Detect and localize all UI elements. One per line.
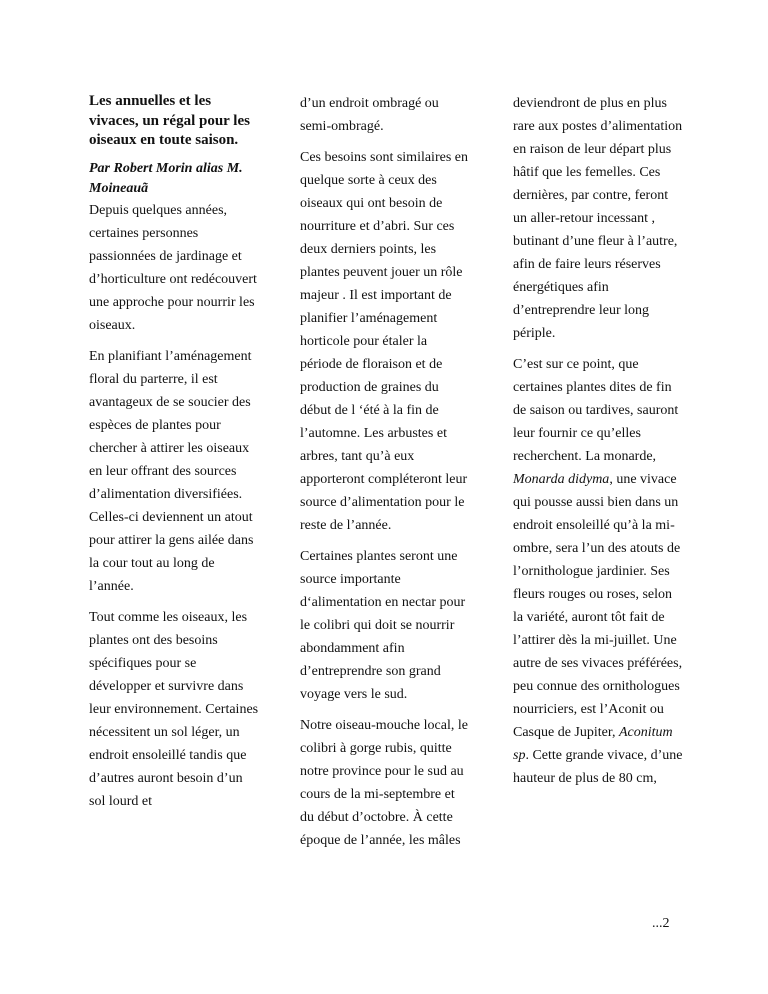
paragraph: deviendront de plus en plus rare aux postes d’alimentation en raison de leur départ plus hâtif que les femelles. Ces dernières, par contre, feront un aller-retour incessant , butinant d’une fleur à l’autre, afin de faire leurs réserves énergétiques afin d’entreprendre leur long périple. xyxy=(513,96,683,341)
paragraph: Ces besoins sont similaires en quelque sorte à ceux des oiseaux qui ont besoin de nourriture et d’abri. Sur ces deux derniers points, les plantes peuvent jouer un rôle majeur . Il est important de planifier l’aménagement horticole pour étaler la période de floraison et de production de graines du début de l ‘été à la fin de l’automne. Les arbustes et arbres, tant qu’à eux apporteront compléteront leur source d’alimentation pour le reste de l’année. xyxy=(300,150,468,533)
article-byline: Par Robert Morin alias M. Moineauã xyxy=(89,160,243,196)
paragraph: En planifiant l’aménagement floral du parterre, il est avantageux de se soucier des espèces de plantes pour chercher à attirer les oiseaux en leur offrant des sources d’alimentation diversifiées. Celles-ci deviennent un atout pour attirer la gens ailée dans la cour tout au long de l’année. xyxy=(89,348,254,594)
paragraph: Tout comme les oiseaux, les plantes ont des besoins spécifiques pour se développer et survivre dans leur environnement. Certaines nécessitent un sol léger, un endroit ensoleillé tandis que d’autres auront besoin d’un sol lourd et xyxy=(89,609,259,809)
species-name-aconitum: Aconitum sp xyxy=(513,725,673,763)
column-2 xyxy=(300,92,472,860)
paragraph: d’un endroit ombragé ou semi-ombragé. xyxy=(300,96,439,134)
paragraph: Depuis quelques années, certaines personnes passionnées de jardinage et d’horticulture ont redécouvert une approche pour nourrir les oiseaux. xyxy=(89,202,257,333)
paragraph xyxy=(513,353,683,790)
page-continuation-marker: ...2 xyxy=(652,916,670,931)
paragraph: Notre oiseau-mouche local, le colibri à gorge rubis, quitte notre province pour le sud au cours de la mi-septembre et du début d’octobre. À cette époque de l’année, les mâles xyxy=(300,718,468,848)
species-name-monarda: Monarda didyma xyxy=(513,472,610,487)
paragraph: Certaines plantes seront une source importante d‘alimentation en nectar pour le colibri qui doit se nourrir abondamment afin d’entreprendre son grand voyage vers le sud. xyxy=(300,549,466,702)
column-1 xyxy=(89,92,259,821)
article-title: Les annuelles et les vivaces, un régal pour les oiseaux en toute saison. xyxy=(89,93,250,148)
text-run: . Cette grande vivace, d’une hauteur de plus de 80 cm, xyxy=(513,748,683,786)
text-run: , une vivace qui pousse aussi bien dans un endroit ensoleillé qu’à la mi-ombre, sera l’un des atouts de l’ornithologue jardinier. Ses fleurs rouges ou roses, selon la variété, auront tôt fait de l’attirer dès la mi-juillet. Une autre de ses vivaces préférées, peu connue des ornithologues nourriciers, est l’Aconit ou Casque de Jupiter, xyxy=(513,472,683,740)
text-run: C’est sur ce point, que certaines plantes dites de fin de saison ou tardives, sauront leur fournir ce qu’elles recherchent. La monarde, xyxy=(513,357,679,464)
column-3 xyxy=(513,92,683,798)
